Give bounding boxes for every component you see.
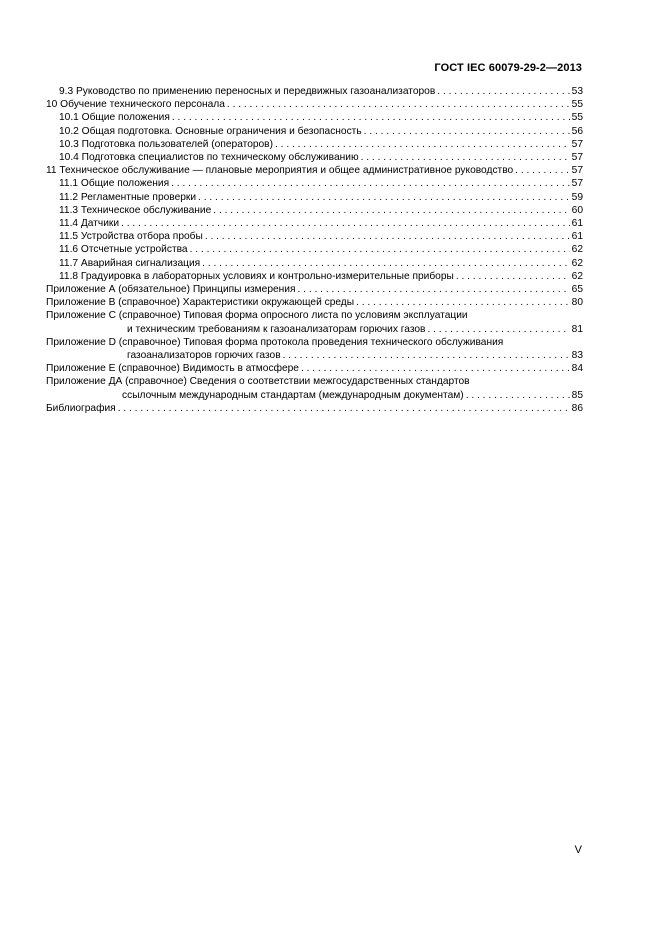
toc-page-number: 62 <box>571 257 583 269</box>
dot-leader <box>190 243 570 256</box>
toc-row <box>46 111 583 124</box>
toc-row <box>46 402 583 415</box>
toc-entry-title: 10.4 Подготовка специалистов по техническому обслуживанию <box>59 152 359 164</box>
document-header: ГОСТ IEC 60079-29-2—2013 <box>434 62 582 74</box>
toc-page-number: 81 <box>571 323 583 335</box>
toc-page-number: 55 <box>571 112 583 124</box>
dot-leader <box>301 362 570 375</box>
toc-row <box>46 98 583 111</box>
table-of-contents <box>46 85 583 415</box>
dot-leader <box>466 389 570 402</box>
dot-leader <box>172 111 570 124</box>
dot-leader <box>275 138 570 151</box>
toc-page-number: 60 <box>571 204 583 216</box>
toc-entry-title: 10 Обучение технического персонала <box>46 99 225 111</box>
dot-leader <box>205 230 570 243</box>
toc-row <box>46 323 583 336</box>
toc-page-number: 57 <box>571 165 583 177</box>
toc-row <box>46 270 583 283</box>
toc-entry-title: Приложение Е (справочное) Видимость в атмосфере <box>46 363 299 375</box>
toc-entry-title: 11.1 Общие положения <box>59 178 170 190</box>
dot-leader <box>356 296 570 309</box>
dot-leader <box>213 204 569 217</box>
toc-row <box>46 336 583 349</box>
toc-page-number: 53 <box>571 86 583 97</box>
dot-leader <box>427 323 569 336</box>
toc-page-number: 59 <box>571 191 583 203</box>
toc-entry-title: 11.7 Аварийная сигнализация <box>59 257 201 269</box>
dot-leader <box>515 164 569 177</box>
toc-entry-title: 11.5 Устройства отбора пробы <box>59 231 203 243</box>
toc-page-number: 84 <box>571 363 583 375</box>
toc-page-number: 55 <box>571 99 583 111</box>
toc-entry-title: 10.1 Общие положения <box>59 112 170 124</box>
toc-entry-title: 10.3 Подготовка пользователей (операторов) <box>59 138 273 150</box>
toc-page-number: 85 <box>571 389 583 401</box>
toc-entry-title: Приложение В (справочное) Характеристики окружающей среды <box>46 297 355 309</box>
toc-entry-title: 10.2 Общая подготовка. Основные ограничения и безопасность <box>59 125 362 137</box>
toc-row <box>46 309 583 322</box>
toc-page-number: 57 <box>571 178 583 190</box>
toc-page-number: 83 <box>571 350 583 362</box>
dot-leader <box>171 177 570 190</box>
toc-page-number: 61 <box>571 231 583 243</box>
toc-row <box>46 125 583 138</box>
toc-page-number: 57 <box>571 138 583 150</box>
toc-entry-title: Приложение А (обязательное) Принципы измерения <box>46 284 296 296</box>
dot-leader <box>202 257 570 270</box>
toc-entry-title: и техническим требованиям к газоанализаторам горючих газов <box>127 323 426 335</box>
toc-row <box>46 296 583 309</box>
dot-leader <box>298 283 570 296</box>
toc-entry-title: 11.6 Отсчетные устройства <box>59 244 188 256</box>
toc-entry-title: 11.3 Техническое обслуживание <box>59 204 212 216</box>
toc-row <box>46 349 583 362</box>
toc-row <box>46 191 583 204</box>
toc-row <box>46 138 583 151</box>
toc-page-number: 86 <box>571 402 583 414</box>
toc-row <box>46 151 583 164</box>
toc-row <box>46 257 583 270</box>
dot-leader <box>283 349 570 362</box>
dot-leader <box>198 191 570 204</box>
dot-leader <box>227 98 570 111</box>
toc-entry-title: Приложение С (справочное) Типовая форма опросного листа по условиям эксплуатации <box>46 310 468 322</box>
toc-entry-title: 11 Техническое обслуживание — плановые мероприятия и общее административное руководство <box>46 165 514 177</box>
toc-page-number: 65 <box>571 284 583 296</box>
toc-row <box>46 362 583 375</box>
toc-page-number: 62 <box>571 270 583 282</box>
toc-entry-title: 11.2 Регламентные проверки <box>59 191 197 203</box>
toc-row <box>46 85 583 98</box>
toc-row <box>46 375 583 388</box>
toc-entry-title: Приложение D (справочное) Типовая форма протокола проведения технического обслуживания <box>46 336 504 348</box>
toc-entry-title: Приложение ДА (справочное) Сведения о соответствии межгосударственных стандартов <box>46 376 470 388</box>
toc-row <box>46 204 583 217</box>
toc-row <box>46 243 583 256</box>
toc-entry-title: 11.4 Датчики <box>59 218 120 230</box>
toc-row <box>46 217 583 230</box>
toc-row <box>46 177 583 190</box>
toc-entry-title: 11.8 Градуировка в лабораторных условиях и контрольно-измерительные приборы <box>59 270 454 282</box>
dot-leader <box>364 125 570 138</box>
toc-page-number: 62 <box>571 244 583 256</box>
toc-entry-title: 9.3 Руководство по применению переносных и передвижных газоанализаторов <box>59 86 436 97</box>
toc-page-number: 61 <box>571 218 583 230</box>
toc-row <box>46 230 583 243</box>
toc-page-number: 57 <box>571 152 583 164</box>
toc-row <box>46 283 583 296</box>
toc-row <box>46 389 583 402</box>
toc-row <box>46 164 583 177</box>
toc-page-number: 56 <box>571 125 583 137</box>
toc-entry-title: Библиография <box>46 402 116 414</box>
dot-leader <box>361 151 570 164</box>
dot-leader <box>437 85 569 98</box>
toc-page-number: 80 <box>571 297 583 309</box>
page-number: V <box>574 844 582 856</box>
dot-leader <box>121 217 570 230</box>
dot-leader <box>456 270 570 283</box>
dot-leader <box>118 402 570 415</box>
toc-entry-title: газоанализаторов горючих газов <box>127 350 281 362</box>
toc-entry-title: ссылочным международным стандартам (международным документам) <box>122 389 464 401</box>
